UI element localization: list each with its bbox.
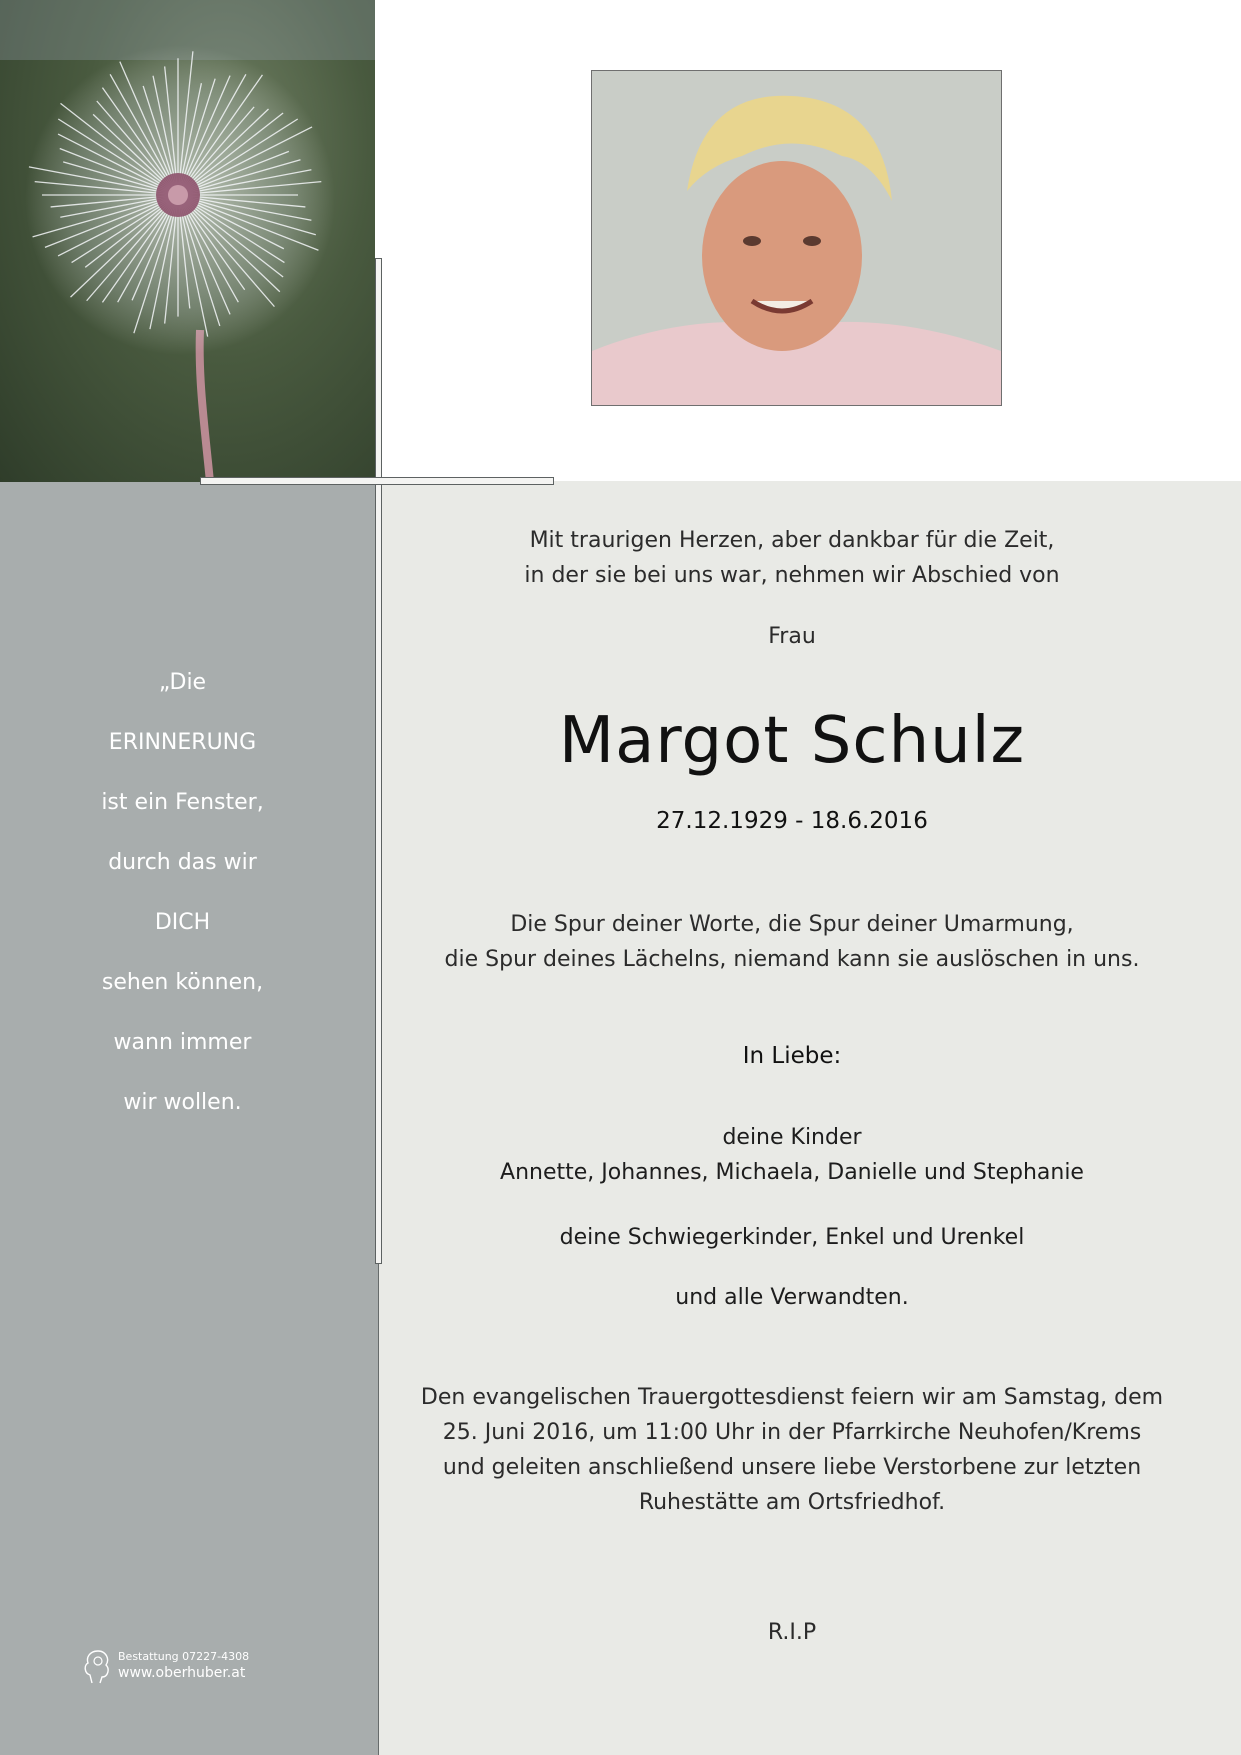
salutation: Frau — [768, 624, 816, 649]
intro-line: in der sie bei uns war, nehmen wir Abschied von — [524, 563, 1060, 588]
logo-website: www.oberhuber.at — [118, 1665, 246, 1681]
logo-phone: Bestattung 07227-4308 — [118, 1650, 250, 1663]
portrait-image — [592, 71, 1001, 405]
portrait-photo — [591, 70, 1002, 406]
angel-icon — [82, 1647, 114, 1685]
closing-rip: R.I.P — [767, 1620, 817, 1645]
funeral-home-logo — [82, 1647, 282, 1687]
intro-line: Mit traurigen Herzen, aber dankbar für die Zeit, — [529, 528, 1055, 553]
verse-line: Die Spur deiner Worte, die Spur deiner Umarmung, — [510, 912, 1074, 937]
family-relatives: deine Schwiegerkinder, Enkel und Urenkel — [559, 1225, 1025, 1250]
family-relatives-all: und alle Verwandten. — [675, 1285, 909, 1310]
quote-line: durch das wir — [108, 850, 257, 875]
intro-text — [392, 523, 1192, 593]
quote-line: sehen können, — [101, 970, 264, 995]
right-panel — [379, 481, 1241, 1755]
family-children-names: Annette, Johannes, Michaela, Danielle und Stephanie — [500, 1160, 1084, 1185]
in-love-heading: In Liebe: — [742, 1043, 842, 1069]
dandelion-image — [0, 0, 375, 482]
cross-horizontal-bar — [200, 477, 554, 485]
service-text — [392, 1380, 1192, 1520]
quote-line: „Die — [158, 670, 207, 695]
life-dates: 27.12.1929 - 18.6.2016 — [656, 808, 928, 834]
quote-line: ist ein Fenster, — [101, 790, 264, 815]
service-line: und geleiten anschließend unsere liebe Verstorbene zur letzten — [442, 1455, 1142, 1480]
verse-text — [392, 907, 1192, 977]
service-line: Den evangelischen Trauergottesdienst feiern wir am Samstag, dem — [420, 1385, 1164, 1410]
verse-line: die Spur deines Lächelns, niemand kann sie auslöschen in uns. — [444, 947, 1140, 972]
cross-vertical-bar — [375, 258, 382, 1264]
service-line: 25. Juni 2016, um 11:00 Uhr in der Pfarrkirche Neuhofen/Krems — [442, 1420, 1142, 1445]
service-line: Ruhestätte am Ortsfriedhof. — [638, 1490, 946, 1515]
quote-line: wann immer — [113, 1030, 252, 1055]
deceased-name: Margot Schulz — [558, 704, 1026, 778]
quote-line: ERINNERUNG — [108, 730, 257, 755]
quote-line: DICH — [154, 910, 211, 935]
quote-line: wir wollen. — [123, 1090, 242, 1115]
family-children-heading: deine Kinder — [722, 1125, 862, 1150]
dandelion-photo — [0, 0, 375, 482]
